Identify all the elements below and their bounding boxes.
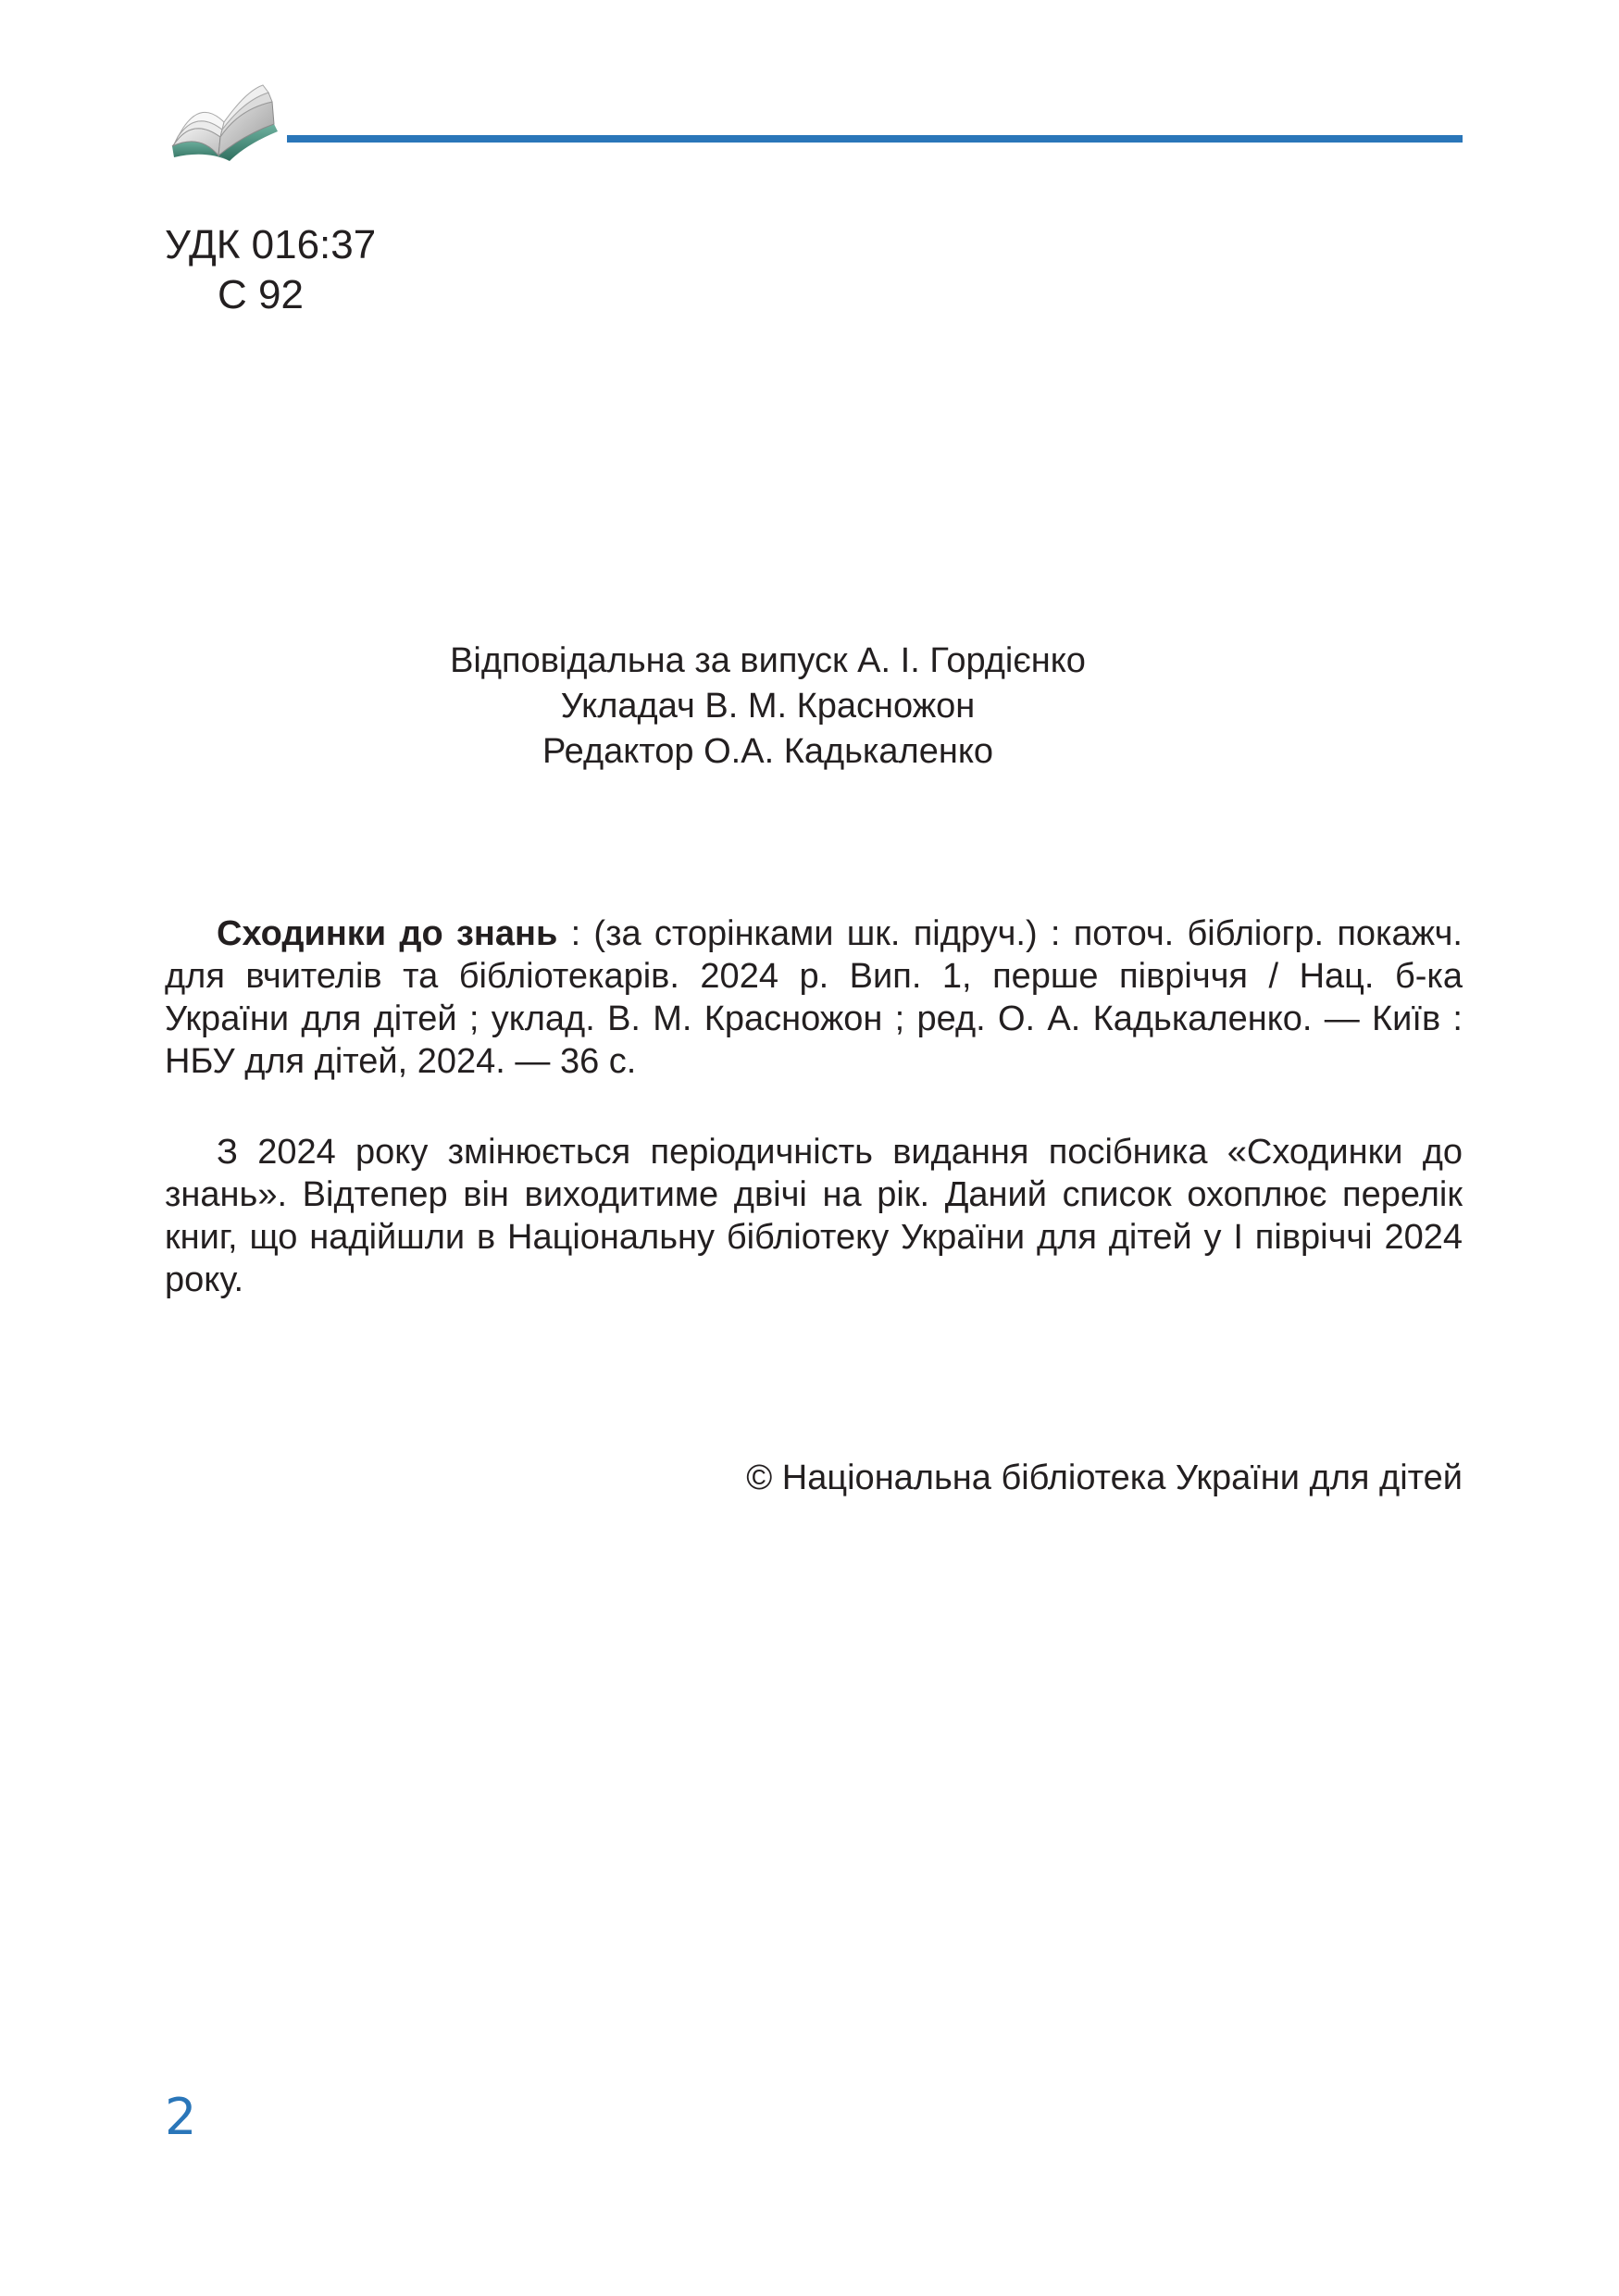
editor: Редактор О.А. Кадькаленко — [542, 732, 994, 771]
annotation: З 2024 року змінюється періодичність видання посібника «Сходинки до знань». Відтепер він виходитиме двічі на рік. Даний список охоплює перелік книг, що надійшли в Національну бібліотеку України для дітей у І півріччі 2024 року. — [165, 1133, 1463, 1299]
page-header — [165, 81, 1463, 165]
udk-code: УДК 016:37 — [165, 222, 377, 267]
publication-title: Сходинки до знань — [217, 914, 558, 953]
open-book-icon — [165, 81, 280, 165]
copyright-notice: © Національна бібліотека України для дітей — [746, 1458, 1463, 1497]
catalog-codes — [165, 220, 376, 320]
compiler: Укладач В. М. Красножон — [560, 687, 976, 726]
responsible-person: Відповідальна за випуск А. І. Гордієнко — [450, 641, 1086, 680]
page-number: 2 — [165, 2088, 197, 2146]
header-rule — [287, 135, 1463, 143]
credits-block — [0, 639, 1619, 775]
author-mark: С 92 — [218, 272, 304, 317]
bibliographic-description: : (за сторінками шк. підруч.) : поточ. бібліогр. покажч. для вчителів та бібліотекарів. 2024 р. Вип. 1, перше півріччя / Нац. б-ка України для дітей ; уклад. В. М. Красножон ; ред. О. А. Кадькаленко. — Київ : НБУ для дітей, 2024. — 36 с. — [165, 914, 1463, 1081]
bibliographic-record — [165, 912, 1463, 1083]
